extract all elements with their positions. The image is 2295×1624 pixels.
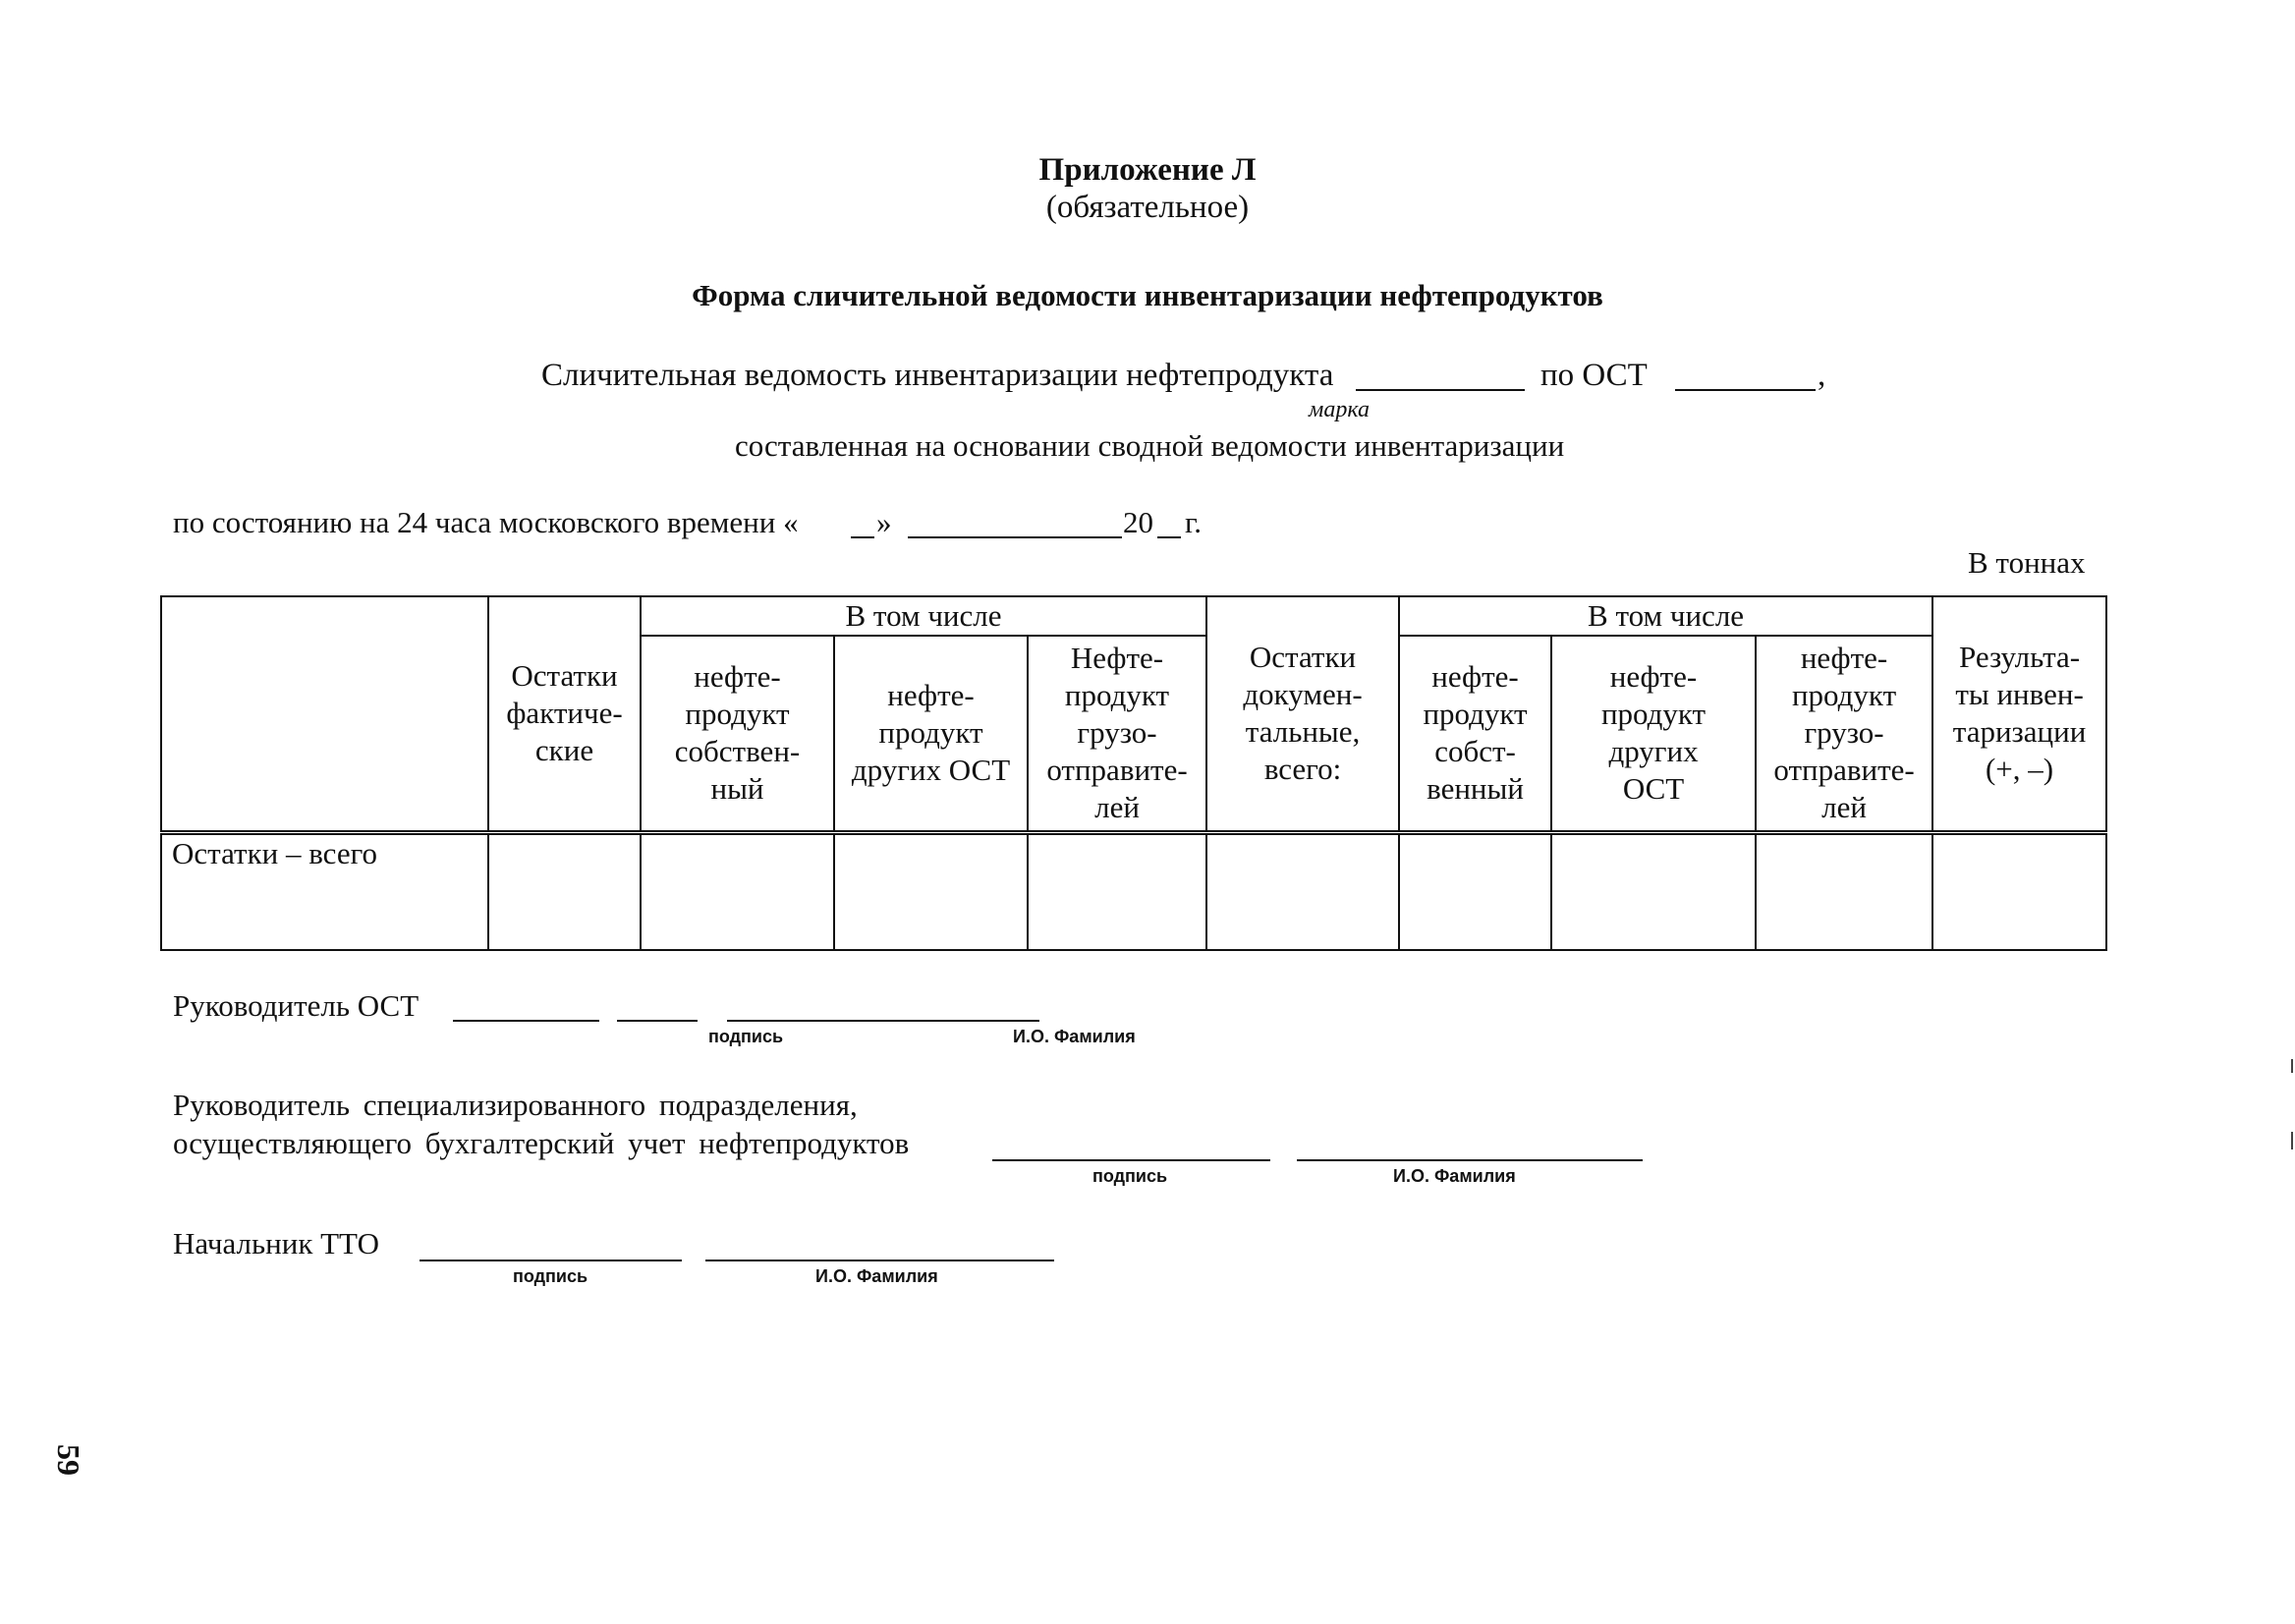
tto-name-caption: И.О. Фамилия: [815, 1266, 938, 1286]
head-ost-sign-line-b[interactable]: [617, 1020, 698, 1022]
header-own-product: нефте- продукт собствен- ный: [641, 636, 834, 832]
date-prefix: по состоянию на 24 часа московского времени «: [173, 505, 799, 539]
cell-doc-other-ost-product[interactable]: [1551, 832, 1756, 950]
head-dept-name-caption: И.О. Фамилия: [1393, 1166, 1516, 1186]
header-other-ost-product: нефте- продукт других ОСТ: [834, 636, 1028, 832]
cell-documentary-balance[interactable]: [1206, 832, 1399, 950]
brand-blank[interactable]: [1356, 389, 1525, 391]
head-dept-label-line2: осуществляющего бухгалтерский учет нефтепродуктов: [173, 1126, 910, 1160]
year-blank[interactable]: [1157, 536, 1181, 538]
header-group-including-1: В том числе: [641, 596, 1206, 636]
cell-inventory-results[interactable]: [1932, 832, 2106, 950]
scan-edge-mark: [2291, 1132, 2293, 1149]
ost-blank[interactable]: [1675, 389, 1816, 391]
cell-other-ost-product[interactable]: [834, 832, 1028, 950]
header-blank: [161, 596, 488, 832]
statement-by-ost: по ОСТ: [1540, 358, 1648, 393]
header-shipper-product: Нефте- продукт грузо- отправите- лей: [1028, 636, 1206, 832]
statement-prefix: Сличительная ведомость инвентаризации нефтепродукта: [541, 358, 1334, 393]
cell-actual-balance[interactable]: [488, 832, 641, 950]
date-year-prefix: 20: [1123, 505, 1153, 539]
header-doc-shipper-product: нефте- продукт грузо- отправите- лей: [1756, 636, 1932, 832]
inventory-table: [160, 595, 2107, 951]
cell-doc-shipper-product[interactable]: [1756, 832, 1932, 950]
head-dept-sign-caption: подпись: [1092, 1166, 1168, 1186]
appendix-title: Приложение Л: [1038, 152, 1257, 188]
statement-comma: ,: [1818, 358, 1826, 393]
tto-label: Начальник ТТО: [173, 1226, 379, 1260]
head-dept-sign-line[interactable]: [992, 1159, 1270, 1161]
form-title: Форма сличительной ведомости инвентаризации нефтепродуктов: [692, 278, 1603, 312]
head-ost-sign-caption: подпись: [708, 1027, 784, 1046]
head-ost-sign-line-a[interactable]: [453, 1020, 599, 1022]
header-actual-balance: Остатки фактиче- ские: [488, 596, 641, 832]
head-ost-name-line[interactable]: [727, 1020, 1039, 1022]
row-label-total: Остатки – всего: [161, 832, 488, 950]
tto-name-line[interactable]: [705, 1260, 1054, 1261]
units-label: В тоннах: [1968, 545, 2086, 580]
scan-edge-mark: [2291, 1059, 2293, 1073]
cell-own-product[interactable]: [641, 832, 834, 950]
appendix-status: (обязательное): [1045, 190, 1250, 225]
date-suffix: г.: [1185, 505, 1202, 539]
head-dept-name-line[interactable]: [1297, 1159, 1643, 1161]
header-doc-own-product: нефте- продукт собст- венный: [1399, 636, 1551, 832]
tto-sign-line[interactable]: [420, 1260, 682, 1261]
brand-caption: марка: [1309, 397, 1370, 422]
tto-sign-caption: подпись: [513, 1266, 588, 1286]
date-close-quote: »: [876, 505, 892, 539]
cell-doc-own-product[interactable]: [1399, 832, 1551, 950]
month-blank[interactable]: [908, 536, 1122, 538]
header-inventory-results: Результа- ты инвен- таризации (+, –): [1932, 596, 2106, 832]
page-number: 59: [51, 1444, 86, 1476]
header-group-including-2: В том числе: [1399, 596, 1932, 636]
head-dept-label-line1: Руководитель специализированного подразделения,: [173, 1088, 858, 1122]
cell-shipper-product[interactable]: [1028, 832, 1206, 950]
head-ost-label: Руководитель ОСТ: [173, 988, 420, 1023]
statement-line2: составленная на основании сводной ведомости инвентаризации: [735, 428, 1565, 463]
header-doc-other-ost-product: нефте- продукт других ОСТ: [1551, 636, 1756, 832]
header-documentary-balance: Остатки докумен- тальные, всего:: [1206, 596, 1399, 832]
head-ost-name-caption: И.О. Фамилия: [1013, 1027, 1136, 1046]
day-blank[interactable]: [851, 536, 874, 538]
